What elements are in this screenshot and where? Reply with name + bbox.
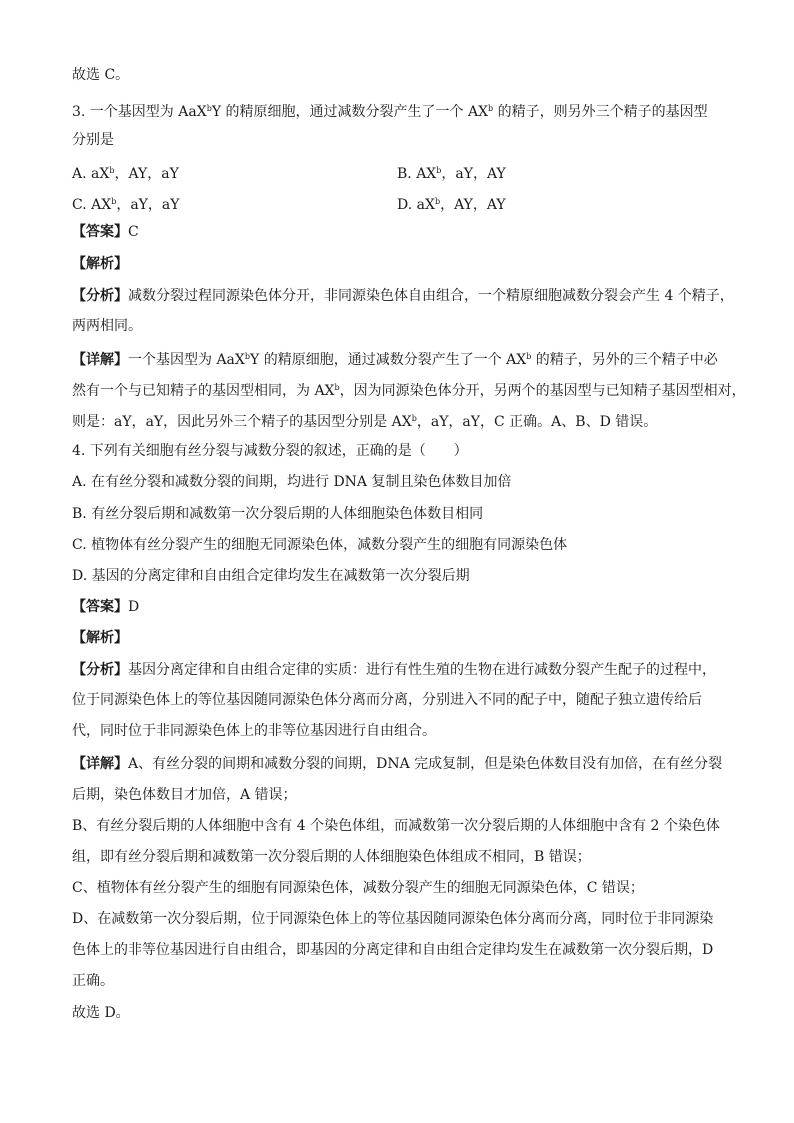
q4-option-a: A. 在有丝分裂和减数分裂的间期，均进行 DNA 复制且染色体数目加倍 bbox=[72, 474, 512, 490]
q3-analysis-heading: 【解析】 bbox=[72, 256, 128, 272]
q4-conclusion: 故选 D。 bbox=[72, 1005, 130, 1021]
q4-answer: 【答案】D bbox=[72, 599, 140, 615]
q3-xiangjie-1: 【详解】一个基因型为 AaX$^b$Y 的精原细胞，通过减数分裂产生了一个 $AX^b$ 的精子，另外的三个精子中必 bbox=[72, 352, 718, 368]
q4-xiangjie-5: C、植物体有丝分裂产生的细胞有同源染色体，减数分裂产生的细胞无同源染色体，C 错误； bbox=[72, 880, 644, 896]
q4-xiangjie-7: 色体上的非等位基因进行自由组合，即基因的分离定律和自由组合定律均发生在减数第一次分裂后期，D bbox=[72, 942, 714, 958]
q3-option-d: D. $aX^b$，AY，AY bbox=[397, 197, 506, 213]
q4-xiangjie-1: 【详解】A、有丝分裂的间期和减数分裂的间期，DNA 完成复制，但是染色体数目没有加倍，在有丝分裂 bbox=[72, 756, 723, 772]
q3-option-c: C. $AX^b$，aY，aY bbox=[72, 197, 180, 213]
q4-xiangjie-8: 正确。 bbox=[72, 973, 114, 989]
q4-fenxi-1: 【分析】基因分离定律和自由组合定律的实质：进行有性生殖的生物在进行减数分裂产生配子的过程中， bbox=[72, 662, 716, 678]
q4-analysis-heading: 【解析】 bbox=[72, 630, 128, 646]
q4-option-d: D. 基因的分离定律和自由组合定律均发生在减数第一次分裂后期 bbox=[72, 568, 470, 584]
q4-fenxi-2: 位于同源染色体上的等位基因随同源染色体分离而分离，分别进入不同的配子中，随配子独立遗传给后 bbox=[72, 692, 702, 708]
q3-stem-cont: 分别是 bbox=[72, 132, 114, 148]
q4-xiangjie-3: B、有丝分裂后期的人体细胞中含有 4 个染色体组，而减数第一次分裂后期的人体细胞中含有 2 个染色体 bbox=[72, 818, 720, 834]
q4-xiangjie-6: D、在减数第一次分裂后期，位于同源染色体上的等位基因随同源染色体分离而分离，同时位于非同源染 bbox=[72, 911, 714, 927]
q4-option-c: C. 植物体有丝分裂产生的细胞无同源染色体，减数分裂产生的细胞有同源染色体 bbox=[72, 537, 568, 553]
q4-fenxi-3: 代，同时位于非同源染色体上的非等位基因进行自由组合。 bbox=[72, 723, 436, 739]
q3-option-a: A. $aX^b$，AY，aY bbox=[72, 166, 179, 182]
q3-answer: 【答案】C bbox=[72, 224, 139, 240]
q4-xiangjie-2: 后期，染色体数目才加倍，A 错误； bbox=[72, 787, 297, 803]
q3-stem: 3. 一个基因型为 AaX$^b$Y 的精原细胞，通过减数分裂产生了一个 $AX^b$ 的精子，则另外三个精子的基因型 bbox=[72, 104, 708, 120]
q4-stem: 4. 下列有关细胞有丝分裂与减数分裂的叙述，正确的是（ ） bbox=[72, 443, 468, 459]
q3-fenxi-1: 【分析】减数分裂过程同源染色体分开，非同源染色体自由组合，一个精原细胞减数分裂会产生 4 个精子， bbox=[72, 288, 734, 304]
q3-xiangjie-3: 则是：aY，aY，因此另外三个精子的基因型分别是 $AX^b$，aY，aY，C 正确。A、B、D 错误。 bbox=[72, 414, 658, 430]
q4-xiangjie-4: 组，即有丝分裂后期和减数第一次分裂后期的人体细胞染色体组成不相同，B 错误； bbox=[72, 849, 591, 865]
q3-option-b: B. $AX^b$，aY，AY bbox=[397, 166, 506, 182]
q3-fenxi-2: 两两相同。 bbox=[72, 318, 142, 334]
q2-conclusion: 故选 C。 bbox=[72, 67, 130, 83]
q4-option-b: B. 有丝分裂后期和减数第一次分裂后期的人体细胞染色体数目相同 bbox=[72, 506, 484, 522]
q3-xiangjie-2: 然有一个与已知精子的基因型相同，为 $AX^b$，因为同源染色体分开，另两个的基因型与已知精子基因型相对， bbox=[72, 383, 746, 399]
